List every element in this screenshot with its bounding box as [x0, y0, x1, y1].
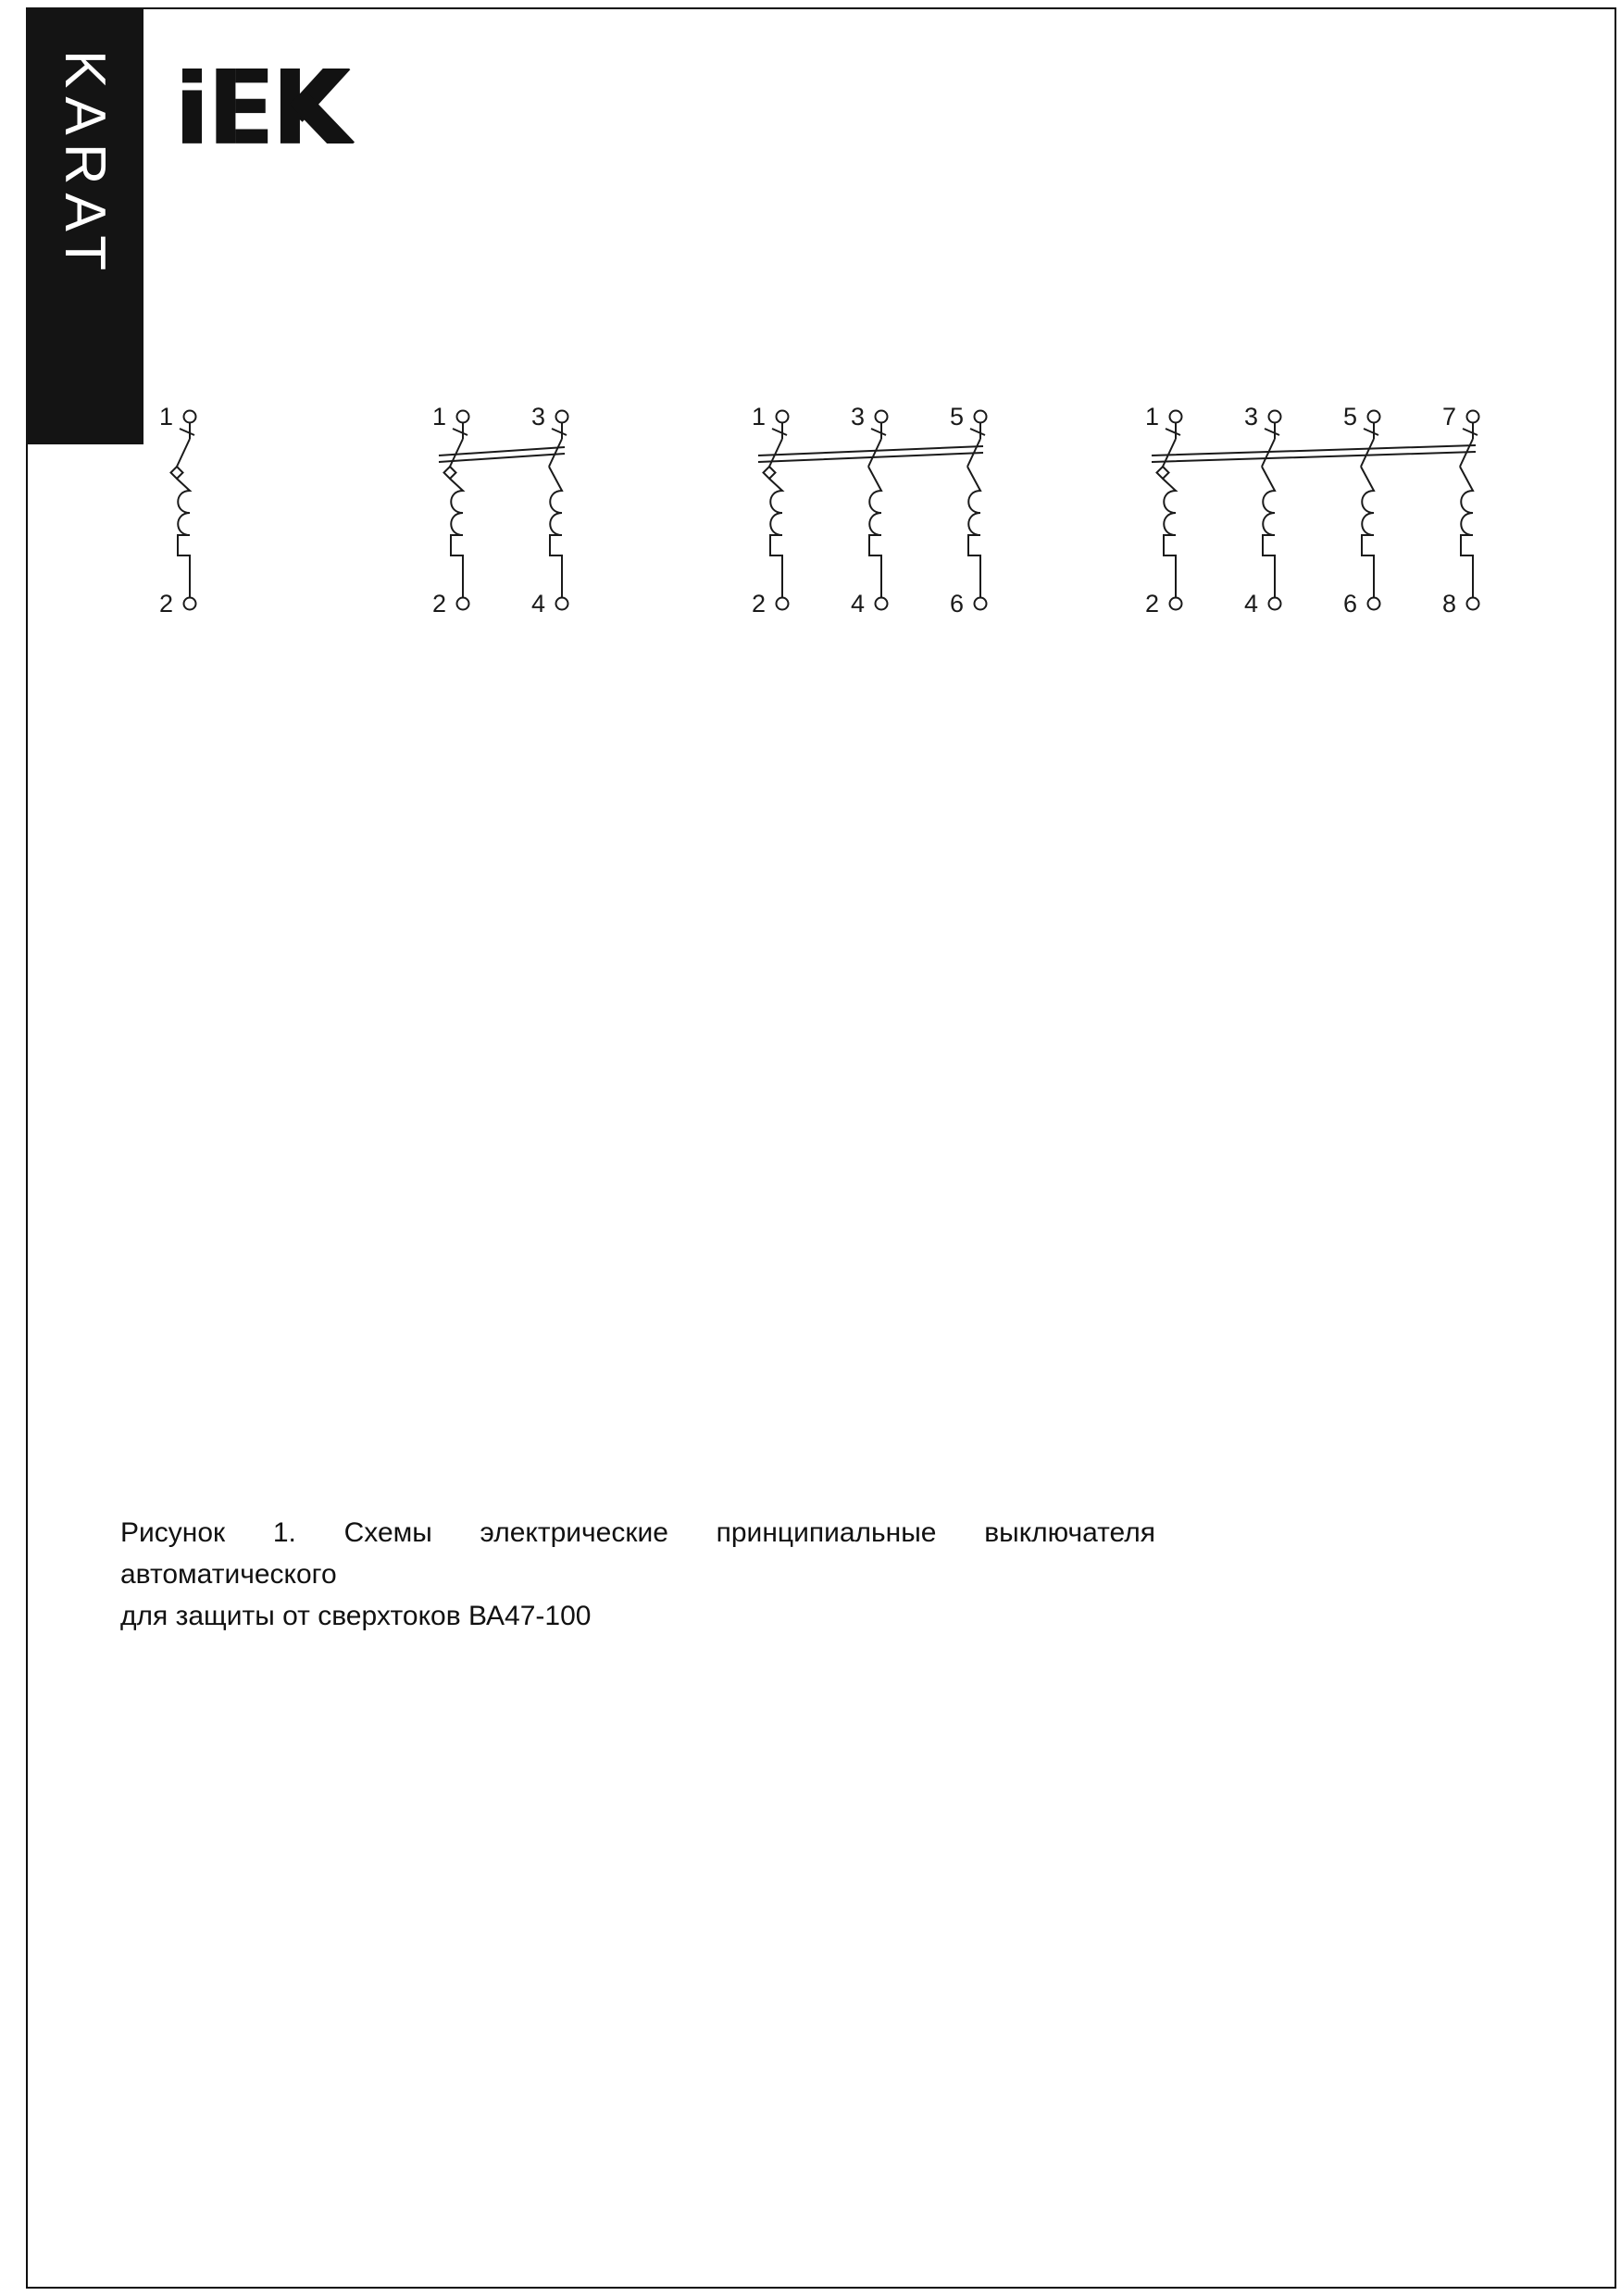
trip-unit: [1262, 467, 1275, 598]
schematic-3-pole: [740, 402, 1022, 624]
terminal-label: 1: [1144, 403, 1159, 430]
terminal-label: 2: [751, 590, 766, 618]
terminal-label: 1: [431, 403, 446, 430]
terminal-label: 5: [949, 403, 964, 430]
pole: [432, 403, 469, 618]
mechanism-square: [444, 467, 456, 479]
terminal: [184, 598, 196, 610]
figure-caption: [120, 1512, 1155, 1637]
pole: [1145, 403, 1182, 618]
terminal: [184, 411, 196, 423]
contact-blade: [1262, 423, 1279, 468]
schematic-4-pole: [1133, 402, 1515, 624]
trip-unit: [1163, 479, 1176, 598]
pole: [950, 403, 987, 618]
mechanism-square: [1157, 467, 1169, 479]
contact-blade: [1361, 423, 1378, 468]
trip-unit: [450, 479, 463, 598]
terminal: [1170, 598, 1182, 610]
pole: [851, 403, 888, 618]
terminal-label: 3: [1243, 403, 1258, 430]
contact-blade: [549, 423, 567, 468]
karat-brand-text: KARAT: [53, 50, 117, 280]
terminal-label: 1: [751, 403, 766, 430]
terminal-label: 5: [1342, 403, 1357, 430]
trip-unit: [967, 467, 980, 598]
pole: [1244, 403, 1281, 618]
mechanism-square: [764, 467, 776, 479]
terminal: [975, 598, 987, 610]
trip-unit: [1460, 467, 1473, 598]
iek-logo-letters: [182, 69, 347, 144]
terminal-label: 2: [431, 590, 446, 618]
iek-logo: [182, 69, 358, 144]
terminal-label: 4: [1243, 590, 1258, 618]
trip-unit: [868, 467, 881, 598]
pole: [1442, 403, 1479, 618]
contact-blade: [868, 423, 886, 468]
trip-unit: [1361, 467, 1374, 598]
schematic-2-pole: [420, 402, 605, 624]
schematic-1-pole: [147, 402, 231, 624]
figure-caption-line1: Рисунок 1. Схемы электрические принципиальные выключателя автоматического: [120, 1517, 1155, 1590]
trip-unit: [177, 479, 190, 598]
terminal: [1467, 411, 1479, 423]
terminal-label: 8: [1441, 590, 1456, 618]
terminal: [1170, 411, 1182, 423]
terminal: [1269, 411, 1281, 423]
pole: [752, 403, 789, 618]
trip-unit: [549, 467, 562, 598]
mechanism-square: [171, 467, 183, 479]
terminal: [556, 411, 568, 423]
terminal-label: 3: [530, 403, 545, 430]
terminal: [876, 411, 888, 423]
terminal-label: 6: [949, 590, 964, 618]
terminal: [457, 598, 469, 610]
pole-linkage-lines: [1152, 445, 1476, 462]
terminal-label: 1: [158, 403, 173, 430]
terminal: [876, 598, 888, 610]
terminal: [457, 411, 469, 423]
terminal: [975, 411, 987, 423]
terminal: [556, 598, 568, 610]
terminal-label: 4: [530, 590, 545, 618]
figure-caption-line2: для защиты от сверхтоков ВА47-100: [120, 1601, 592, 1631]
terminal: [777, 598, 789, 610]
terminal-label: 2: [158, 590, 173, 618]
pole: [1343, 403, 1380, 618]
brand-bar: [26, 7, 143, 444]
terminal-label: 6: [1342, 590, 1357, 618]
contact-blade: [967, 423, 985, 468]
terminal-label: 3: [850, 403, 865, 430]
pole: [531, 403, 568, 618]
terminal-label: 7: [1441, 403, 1456, 430]
terminal: [1368, 598, 1380, 610]
terminal: [1467, 598, 1479, 610]
terminal: [1368, 411, 1380, 423]
pole: [159, 403, 196, 618]
trip-unit: [769, 479, 782, 598]
terminal: [1269, 598, 1281, 610]
contact-blade: [177, 423, 194, 468]
contact-blade: [1163, 423, 1180, 468]
page-border-frame: [26, 7, 1616, 2289]
terminal: [777, 411, 789, 423]
terminal-label: 2: [1144, 590, 1159, 618]
terminal-label: 4: [850, 590, 865, 618]
